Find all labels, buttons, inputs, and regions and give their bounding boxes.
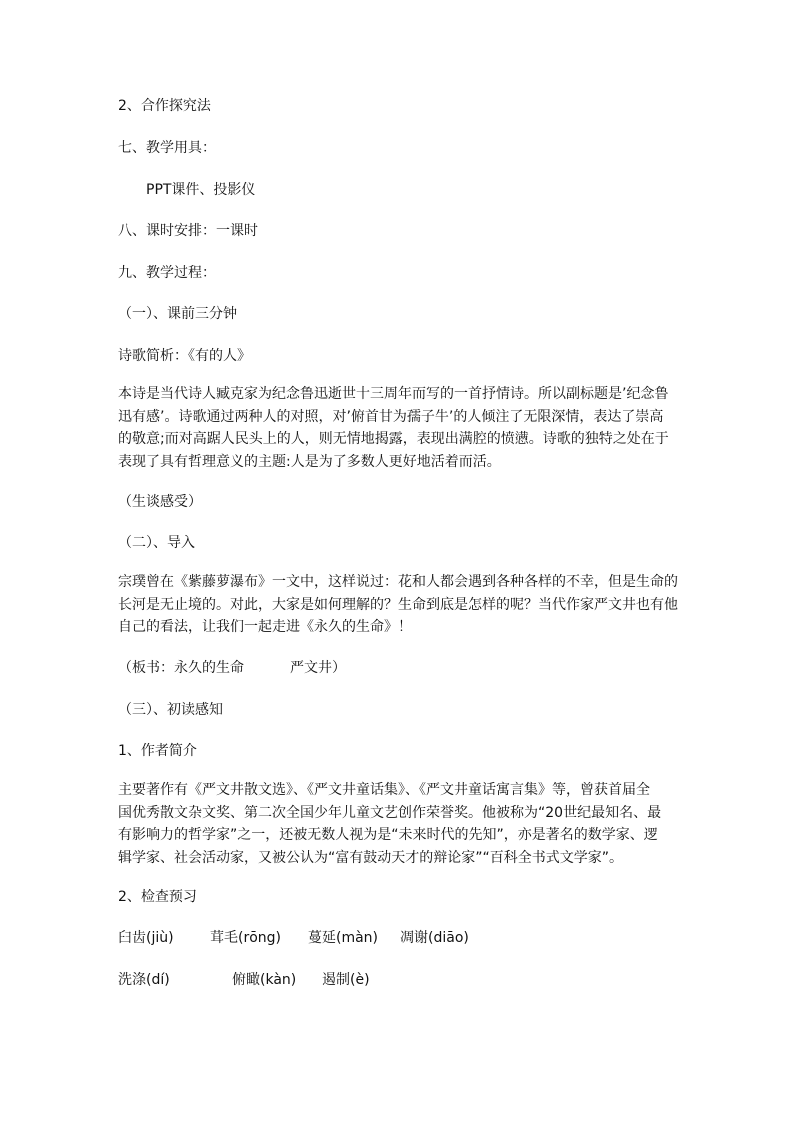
poem-analysis-paragraph [118,383,678,473]
poem-analysis-title: 诗歌简析：《有的人》 [118,348,251,364]
step-1-heading: （一）、课前三分钟 [118,306,237,322]
paragraph-line: 宗璞曾在《紫藤萝瀑布》一文中，这样说过：花和人都会遇到各种各样的不幸，但是生命的 [118,574,678,590]
introduction-paragraph [118,571,678,639]
paragraph-line: 的敬意;而对高踞人民头上的人，则无情地揭露，表现出满腔的愤懑。诗歌的独特之处在于 [118,431,669,447]
vocab-word: 洗涤(dí) [118,972,170,988]
section-8-heading: 八、课时安排：一课时 [118,223,258,239]
method-item-2: 2、合作探究法 [118,98,211,114]
vocab-word: 茸毛(rōng) [210,930,282,946]
teaching-tools-text: PPT课件、投影仪 [146,182,256,198]
paragraph-line: 迅有感’。诗歌通过两种人的对照，对’俯首甘为孺子牛’的人倾注了无限深情，表达了崇高 [118,408,664,425]
author-intro-heading: 1、作者简介 [118,743,197,759]
paragraph-line: 有影响力的哲学家”之一，还被无数人视为是“未来时代的先知”，亦是著名的数学家、逻 [118,827,658,843]
vocab-word: 凋谢(diāo) [400,930,469,946]
paragraph-line: 自己的看法，让我们一起走进《永久的生命》！ [118,619,412,635]
vocab-word: 蔓延(màn) [308,930,379,946]
paragraph-line: 表现了具有哲理意义的主题:人是为了多数人更好地活着而活。 [118,453,501,470]
paragraph-line: 主要著作有《严文井散文选》、《严文井童话集》、《严文井童话寓言集》等，曾获首届全 [118,782,650,798]
vocab-word: 臼齿(jiù) [118,930,174,946]
paragraph-line: 本诗是当代诗人臧克家为纪念鲁迅逝世十三周年而写的一首抒情诗。所以副标题是’纪念鲁 [118,386,669,402]
vocab-word: 俯瞰(kàn) [232,972,297,988]
step-3-heading: （三）、初读感知 [118,702,223,718]
paragraph-line: 国优秀散文杂文奖、第二次全国少年儿童文艺创作荣誉奖。他被称为“20世纪最知名、最 [118,804,662,821]
preview-check-heading: 2、检查预习 [118,889,197,905]
section-9-heading: 九、教学过程： [118,265,216,281]
step-2-heading: （二）、导入 [118,535,195,551]
blackboard-author: 严文井） [290,660,346,676]
blackboard-title: （板书：永久的生命 [118,660,244,676]
section-7-heading: 七、教学用具： [118,140,216,156]
author-intro-paragraph [118,779,678,869]
paragraph-line: 长河是无止境的。对此，大家是如何理解的？生命到底是怎样的呢？当代作家严文井也有他 [118,596,678,613]
vocab-word: 遏制(è) [322,972,370,988]
student-feedback-note: （生谈感受） [118,494,202,510]
paragraph-line: 辑学家、社会活动家，又被公认为“富有鼓动天才的辩论家”“百科全书式文学家”。 [118,849,624,866]
blackboard-note [118,658,346,678]
